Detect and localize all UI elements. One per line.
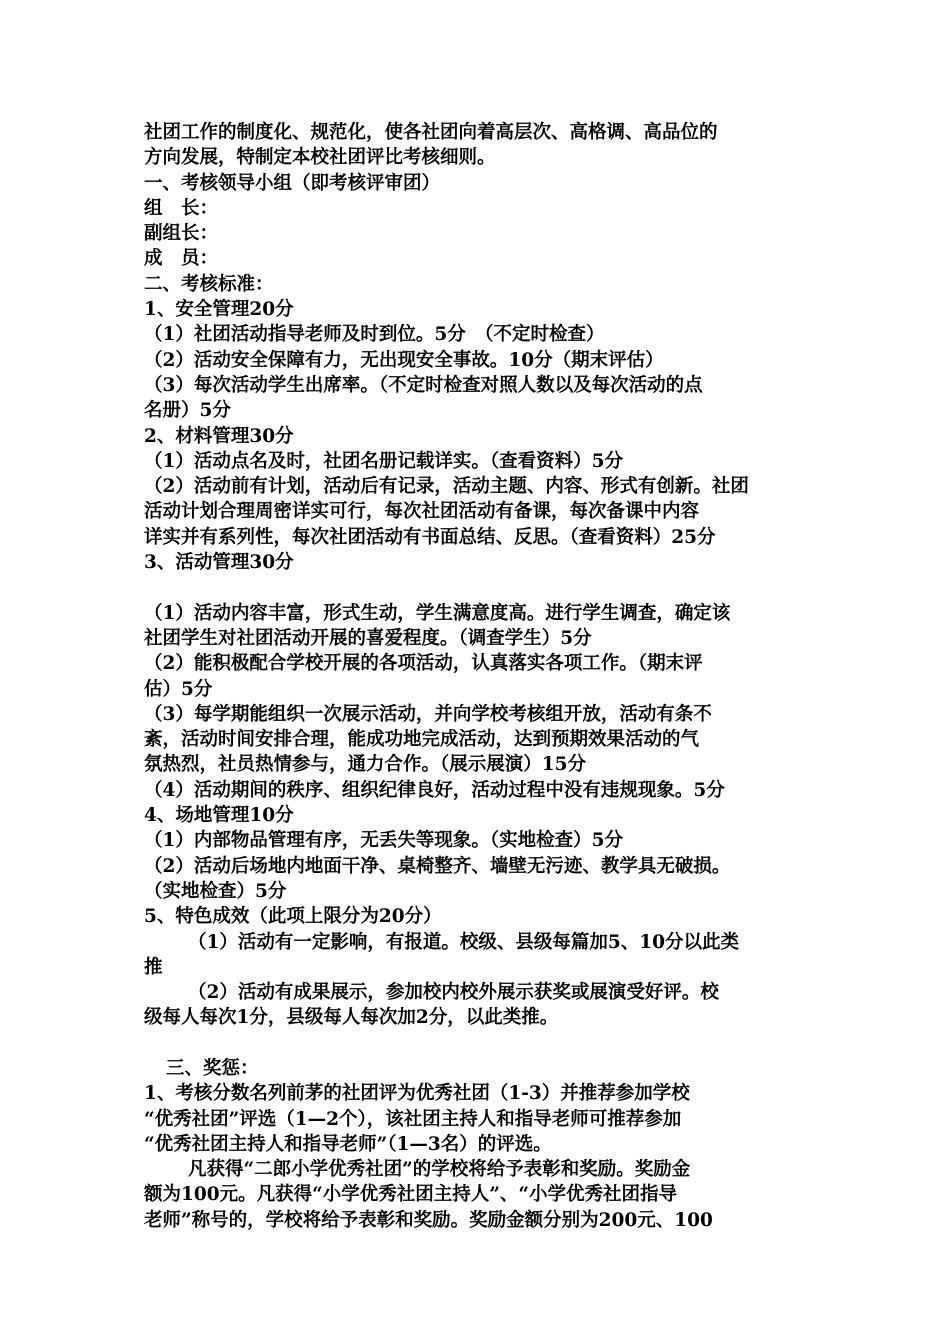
text-line: 老师”称号的，学校将给予表彰和奖励。奖励金额分别为200元、100 bbox=[144, 1209, 713, 1231]
section-heading: 二、考核标准： bbox=[144, 273, 274, 295]
subsection-heading: 4、场地管理10分 bbox=[144, 805, 294, 827]
text-line: （4）活动期间的秩序、组织纪律良好，活动过程中没有违规现象。5分 bbox=[144, 779, 725, 801]
text-line: 推 bbox=[144, 956, 163, 978]
text-line: （1）社团活动指导老师及时到位。5分 （不定时检查） bbox=[144, 324, 605, 346]
text-line: （1）活动有一定影响，有报道。校级、县级每篇加5、10分以此类 bbox=[188, 931, 739, 953]
text-line: 成 员： bbox=[144, 248, 219, 270]
subsection-heading: 1、安全管理20分 bbox=[144, 299, 294, 321]
subsection-heading: 3、活动管理30分 bbox=[144, 552, 294, 574]
text-line: 社团工作的制度化、规范化，使各社团向着高层次、高格调、高品位的 bbox=[144, 122, 718, 143]
text-line: （2）能积极配合学校开展的各项活动，认真落实各项工作。（期末评 bbox=[144, 653, 703, 675]
text-line: （1）内部物品管理有序，无丢失等现象。（实地检查）5分 bbox=[144, 830, 623, 852]
text-line: 凡获得“二郎小学优秀社团”的学校将给予表彰和奖励。奖励金 bbox=[188, 1159, 691, 1181]
text-line: （1）活动点名及时，社团名册记载详实。（查看资料）5分 bbox=[144, 450, 623, 472]
text-line: “优秀社团主持人和指导老师”（1—3名）的评选。 bbox=[144, 1133, 552, 1155]
text-line: 氛热烈，社员热情参与，通力合作。（展示展演）15分 bbox=[144, 754, 586, 776]
blank-line bbox=[144, 575, 808, 600]
section-heading: 一、考核领导小组（即考核评审团） bbox=[144, 172, 441, 194]
text-line: 社团学生对社团活动开展的喜爱程度。（调查学生）5分 bbox=[144, 627, 592, 649]
text-line: （2）活动前有计划，活动后有记录，活动主题、内容、形式有创新。社团 bbox=[144, 476, 749, 498]
text-line: 详实并有系列性，每次社团活动有书面总结、反思。（查看资料）25分 bbox=[144, 526, 716, 548]
text-line: 名册）5分 bbox=[144, 400, 231, 422]
section-heading: 三、奖惩： bbox=[166, 1057, 259, 1079]
text-line: “优秀社团”评选（1—2个），该社团主持人和指导老师可推荐参加 bbox=[144, 1108, 682, 1130]
text-line: 方向发展，特制定本校社团评比考核细则。 bbox=[144, 147, 496, 169]
text-line: 1、考核分数名列前茅的社团评为优秀社团（1-3）并推荐参加学校 bbox=[144, 1083, 690, 1105]
text-line: 组 长： bbox=[144, 197, 219, 219]
subsection-heading: 2、材料管理30分 bbox=[144, 425, 294, 447]
document-body bbox=[144, 120, 808, 1233]
text-line: （2）活动后场地内地面干净、桌椅整齐、墙壁无污迹、教学具无破损。 bbox=[144, 855, 731, 877]
text-line: （3）每次活动学生出席率。（不定时检查对照人数以及每次活动的点 bbox=[144, 374, 703, 396]
text-line: （1）活动内容丰富，形式生动，学生满意度高。进行学生调查，确定该 bbox=[144, 602, 731, 624]
text-line: 级每人每次1分，县级每人每次加2分，以此类推。 bbox=[144, 1007, 559, 1029]
subsection-heading: 5、特色成效（此项上限分为20分） bbox=[144, 906, 442, 928]
text-line: 额为100元。凡获得“小学优秀社团主持人”、“小学优秀社团指导 bbox=[144, 1184, 678, 1206]
text-line: （2）活动有成果展示，参加校内校外展示获奖或展演受好评。校 bbox=[188, 982, 719, 1004]
text-line: 活动计划合理周密详实可行，每次社团活动有备课，每次备课中内容 bbox=[144, 501, 700, 523]
text-line: （实地检查）5分 bbox=[144, 880, 287, 902]
text-line: （2）活动安全保障有力，无出现安全事故。10分（期末评估） bbox=[144, 349, 664, 371]
text-line: 紊，活动时间安排合理，能成功地完成活动，达到预期效果活动的气 bbox=[144, 729, 700, 751]
text-line: 副组长： bbox=[144, 223, 219, 245]
text-line: （3）每学期能组织一次展示活动，并向学校考核组开放，活动有条不 bbox=[144, 703, 712, 725]
text-line: 估）5分 bbox=[144, 678, 213, 700]
blank-line bbox=[144, 1031, 808, 1056]
